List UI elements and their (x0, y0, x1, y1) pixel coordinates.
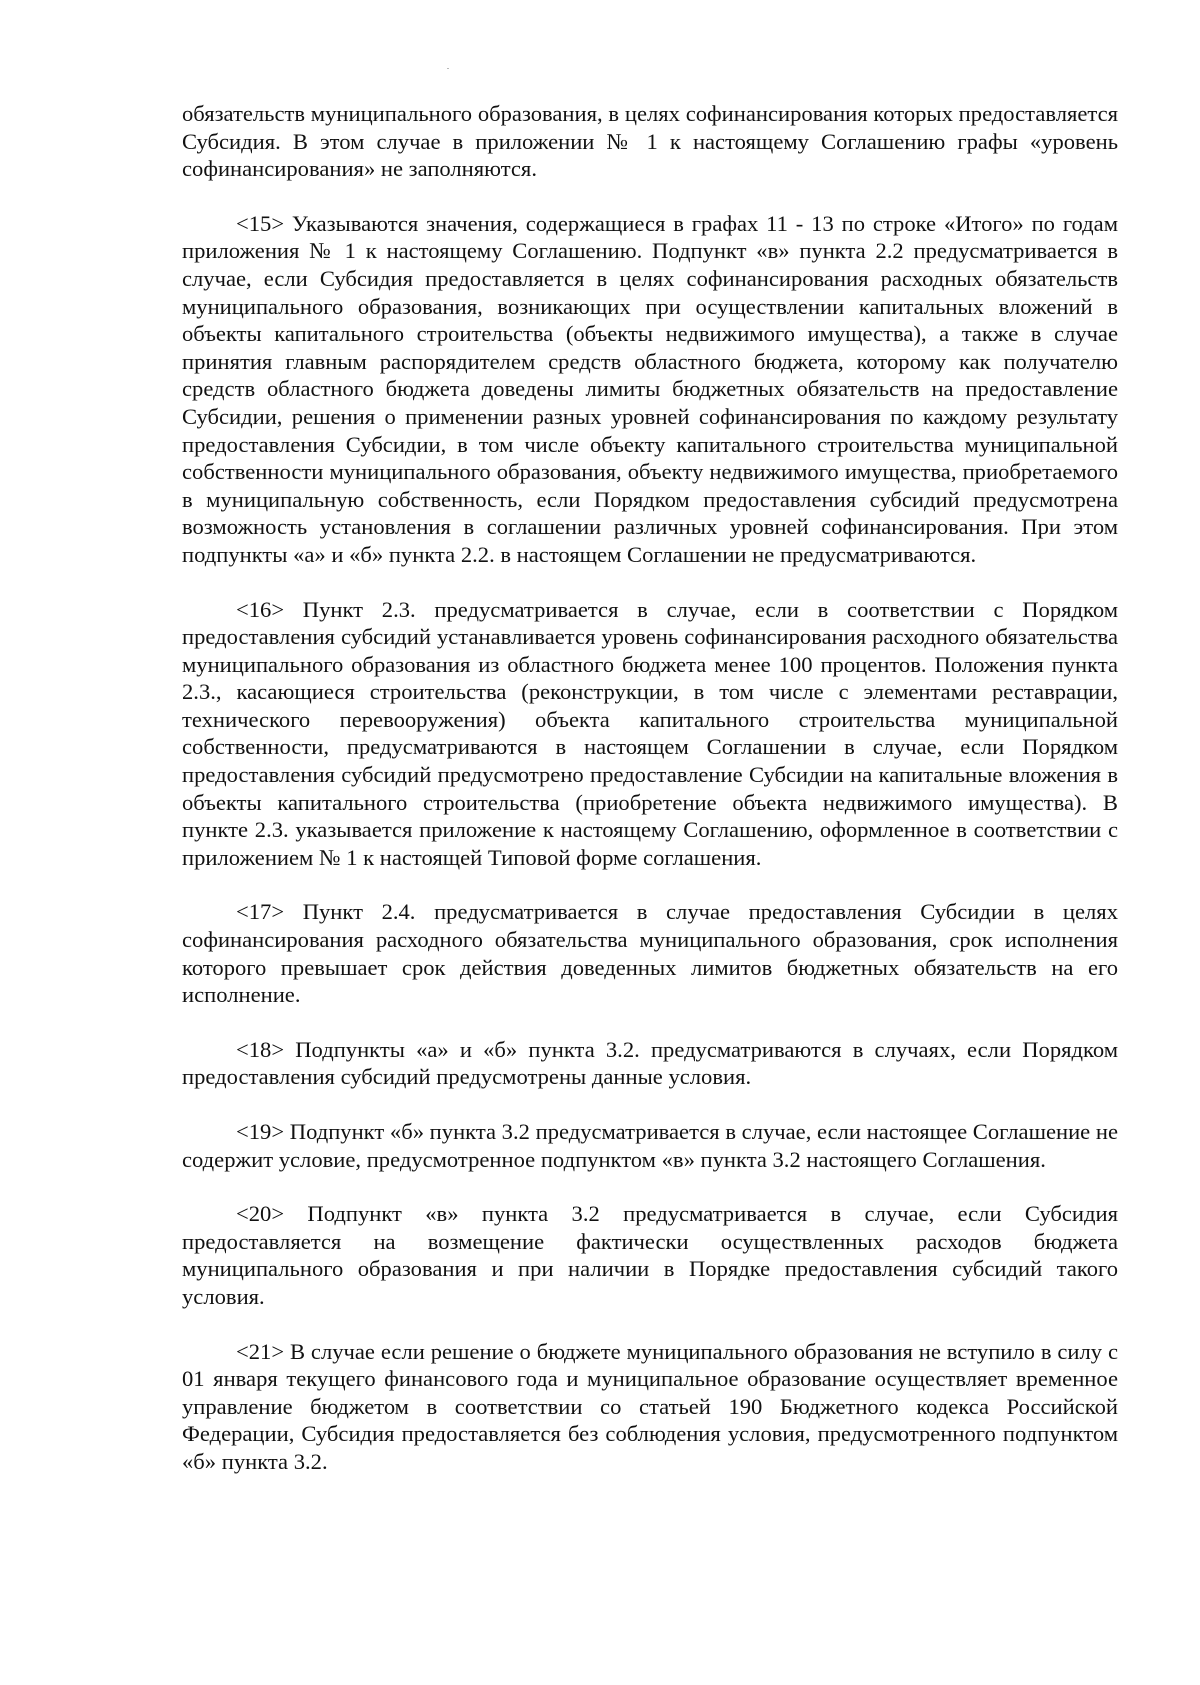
footnote-20: <20> Подпункт «в» пункта 3.2 предусматривается в случае, если Субсидия предоставляется на возмещение фактически осуществленных расходов бюджета муниципального образования и при наличии в Порядке предоставления субсидий такого условия. (182, 1201, 1118, 1309)
footnote-15: <15> Указываются значения, содержащиеся в графах 11 - 13 по строке «Итого» по годам приложения № 1 к настоящему Соглашению. Подпункт «в» пункта 2.2 предусматривается в случае, если Субсидия предоставляется в целях софинансирования расходных обязательств муниципального образования, возникающих при осуществлении капитальных вложений в объекты капитального строительства (объекты недвижимого имущества), а также в случае принятия главным распорядителем средств областного бюджета, которому как получателю средств областного бюджета доведены лимиты бюджетных обязательств на предоставление Субсидии, решения о применении разных уровней софинансирования по каждому результату предоставления Субсидии, в том числе объекту капитального строительства муниципальной собственности муниципального образования, объекту недвижимого имущества, приобретаемого в муниципальную собственность, если Порядком предоставления субсидий предусмотрена возможность установления в соглашении различных уровней софинансирования. При этом подпункты «а» и «б» пункта 2.2. в настоящем Соглашении не предусматриваются. (182, 210, 1118, 567)
footnote-19: <19> Подпункт «б» пункта 3.2 предусматривается в случае, если настоящее Соглашение не содержит условие, предусмотренное подпунктом «в» пункта 3.2 настоящего Соглашения. (182, 1119, 1118, 1172)
document-body (182, 100, 1118, 1503)
footnote-18: <18> Подпункты «а» и «б» пункта 3.2. предусматриваются в случаях, если Порядком предоставления субсидий предусмотрены данные условия. (182, 1036, 1118, 1090)
scan-speck (447, 68, 449, 69)
footnote-21: <21> В случае если решение о бюджете муниципального образования не вступило в силу с 01 января текущего финансового года и муниципальное образование осуществляет временное управление бюджетом в соответствии со статьей 190 Бюджетного кодекса Российской Федерации, Субсидия предоставляется без соблюдения условия, предусмотренного подпунктом «б» пункта 3.2. (182, 1338, 1118, 1474)
paragraph-continuation: обязательств муниципального образования, в целях софинансирования которых предоставляется Субсидия. В этом случае в приложении № 1 к настоящему Соглашению графы «уровень софинансирования» не заполняются. (182, 101, 1118, 182)
footnote-17: <17> Пункт 2.4. предусматривается в случае предоставления Субсидии в целях софинансирования расходного обязательства муниципального образования, срок исполнения которого превышает срок действия доведенных лимитов бюджетных обязательств на его исполнение. (182, 899, 1118, 1008)
footnote-16: <16> Пункт 2.3. предусматривается в случае, если в соответствии с Порядком предоставления субсидий устанавливается уровень софинансирования расходного обязательства муниципального образования из областного бюджета менее 100 процентов. Положения пункта 2.3., касающиеся строительства (реконструкции, в том числе с элементами реставрации, технического перевооружения) объекта капитального строительства муниципальной собственности, предусматриваются в настоящем Соглашении в случае, если Порядком предоставления субсидий предусмотрено предоставление Субсидии на капитальные вложения в объекты капитального строительства (приобретение объекта недвижимого имущества). В пункте 2.3. указывается приложение к настоящему Соглашению, оформленное в соответствии с приложением № 1 к настоящей Типовой форме соглашения. (182, 596, 1118, 870)
